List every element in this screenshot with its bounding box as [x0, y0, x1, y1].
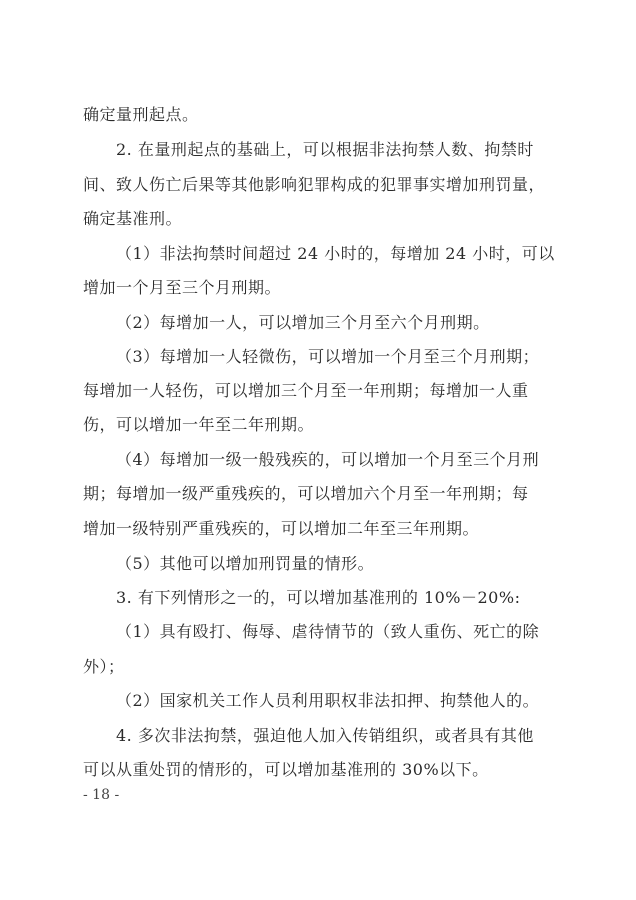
text-line: （3）每增加一人轻微伤，可以增加一个月至三个月刑期；	[116, 347, 540, 366]
text-line: 伤，可以增加一年至二年刑期。	[83, 415, 315, 434]
text-line: 3. 有下列情形之一的，可以增加基准刑的 10%－20%:	[116, 588, 521, 607]
text-line: （2）每增加一人，可以增加三个月至六个月刑期。	[116, 313, 490, 332]
text-line: 外）；	[83, 657, 125, 676]
text-line: 确定量刑起点。	[83, 105, 199, 124]
text-line: 2. 在量刑起点的基础上，可以根据非法拘禁人数、拘禁时	[116, 140, 534, 159]
text-line: 增加一个月至三个月刑期。	[83, 278, 282, 297]
text-line: 增加一级特别严重残疾的，可以增加二年至三年刑期。	[83, 519, 480, 538]
text-line: （5）其他可以增加刑罚量的情形。	[116, 554, 375, 573]
text-line: 间、致人伤亡后果等其他影响犯罪构成的犯罪事实增加刑罚量，	[83, 175, 546, 194]
text-line: 期；每增加一级严重残疾的，可以增加六个月至一年刑期；每	[83, 484, 529, 503]
text-line: （4）每增加一级一般残疾的，可以增加一个月至三个月刑	[116, 450, 540, 469]
text-line: 每增加一人轻伤，可以增加三个月至一年刑期；每增加一人重	[83, 381, 529, 400]
page-number: - 18 -	[83, 787, 120, 803]
text-line: 确定基准刑。	[83, 209, 183, 228]
text-line: 可以从重处罚的情形的，可以增加基准刑的 30%以下。	[83, 760, 489, 779]
text-line: 4. 多次非法拘禁，强迫他人加入传销组织，或者具有其他	[116, 726, 534, 745]
text-line: （1）非法拘禁时间超过 24 小时的，每增加 24 小时，可以	[116, 244, 555, 263]
text-line: （1）具有殴打、侮辱、虐待情节的（致人重伤、死亡的除	[116, 622, 540, 641]
text-line: （2）国家机关工作人员利用职权非法扣押、拘禁他人的。	[116, 691, 540, 710]
